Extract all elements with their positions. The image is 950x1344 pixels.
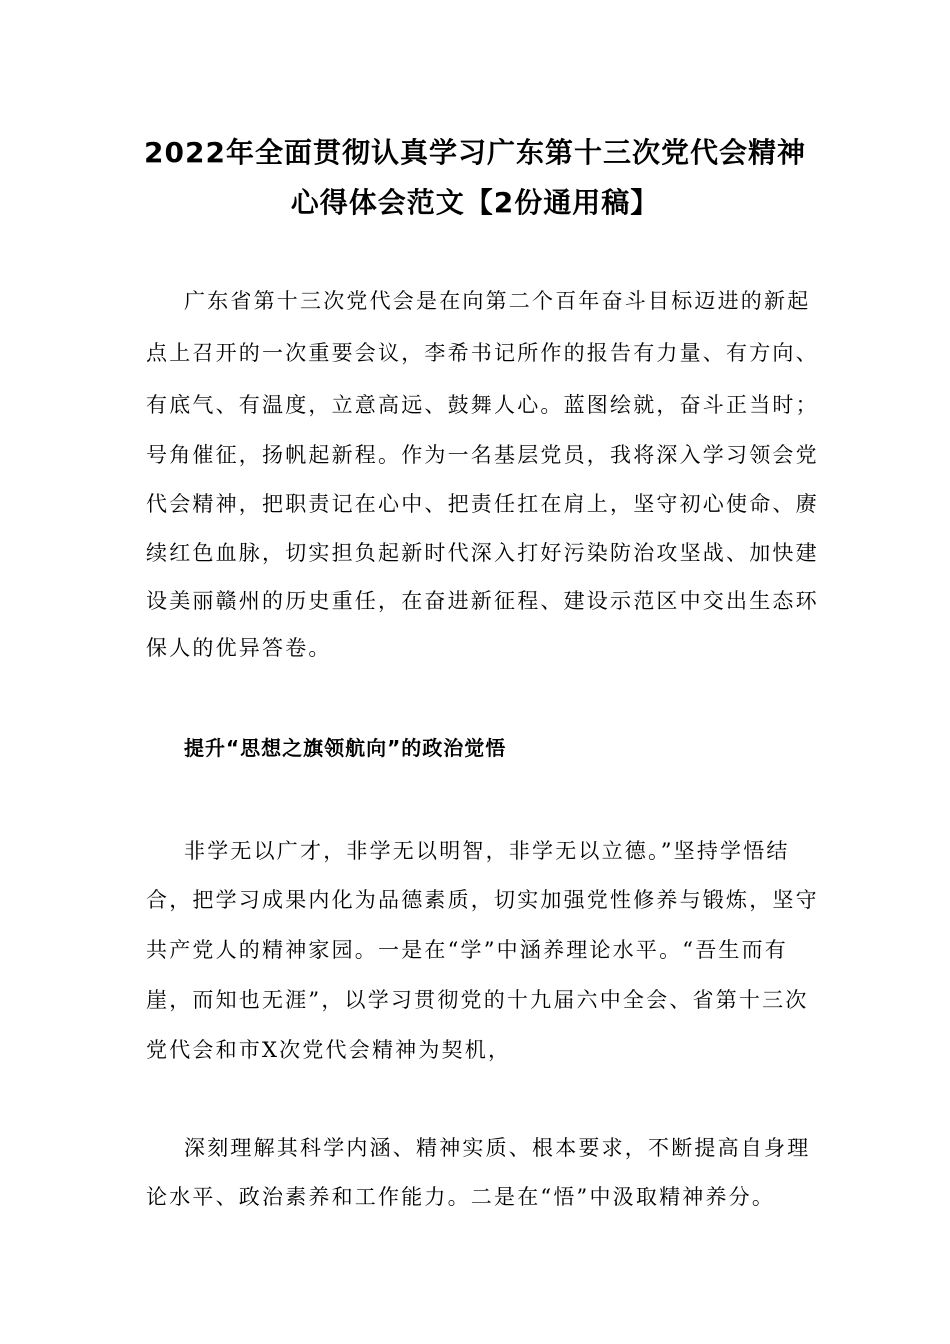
paragraph-1-line-8: 保人的优异答卷。 (146, 636, 332, 660)
paragraph-2-line-2: 合，把学习成果内化为品德素质，切实加强党性修养与锻炼，坚守 (146, 888, 819, 912)
paragraph-1-line-1: 广东省第十三次党代会是在向第二个百年奋斗目标迈进的新起 (184, 289, 811, 313)
paragraph-1-line-3: 有底气、有温度，立意高远、鼓舞人心。蓝图绘就，奋斗正当时； (146, 393, 819, 417)
document-title-line-1: 2022年全面贯彻认真学习广东第十三次党代会精神 (144, 136, 806, 169)
paragraph-2-line-5: 党代会和市X次党代会精神为契机， (146, 1038, 512, 1062)
paragraph-1-line-7: 设美丽赣州的历史重任，在奋进新征程、建设示范区中交出生态环 (146, 589, 819, 613)
paragraph-2-line-4: 崖，而知也无涯”，以学习贯彻党的十九届六中全会、省第十三次 (146, 988, 809, 1012)
section-heading: 提升“思想之旗领航向”的政治觉悟 (184, 736, 507, 760)
paragraph-1-line-2: 点上召开的一次重要会议，李希书记所作的报告有力量、有方向、 (146, 341, 819, 365)
paragraph-1-line-4: 号角催征，扬帆起新程。作为一名基层党员，我将深入学习领会党 (146, 443, 819, 467)
paragraph-3-line-2: 论水平、政治素养和工作能力。二是在“悟”中汲取精神养分。 (146, 1185, 776, 1209)
paragraph-2-line-3: 共产党人的精神家园。一是在“学”中涵养理论水平。“吾生而有 (146, 938, 789, 962)
paragraph-3-line-1: 深刻理解其科学内涵、精神实质、根本要求，不断提高自身理 (184, 1136, 811, 1160)
document-title-line-2: 心得体会范文【2份通用稿】 (290, 186, 660, 219)
paragraph-1-line-5: 代会精神，把职责记在心中、把责任扛在肩上，坚守初心使命、赓 (146, 492, 819, 516)
paragraph-2-line-1: 非学无以广才，非学无以明智，非学无以立德。”坚持学悟结 (184, 839, 790, 863)
paragraph-1-line-6: 续红色血脉，切实担负起新时代深入打好污染防治攻坚战、加快建 (146, 541, 819, 565)
